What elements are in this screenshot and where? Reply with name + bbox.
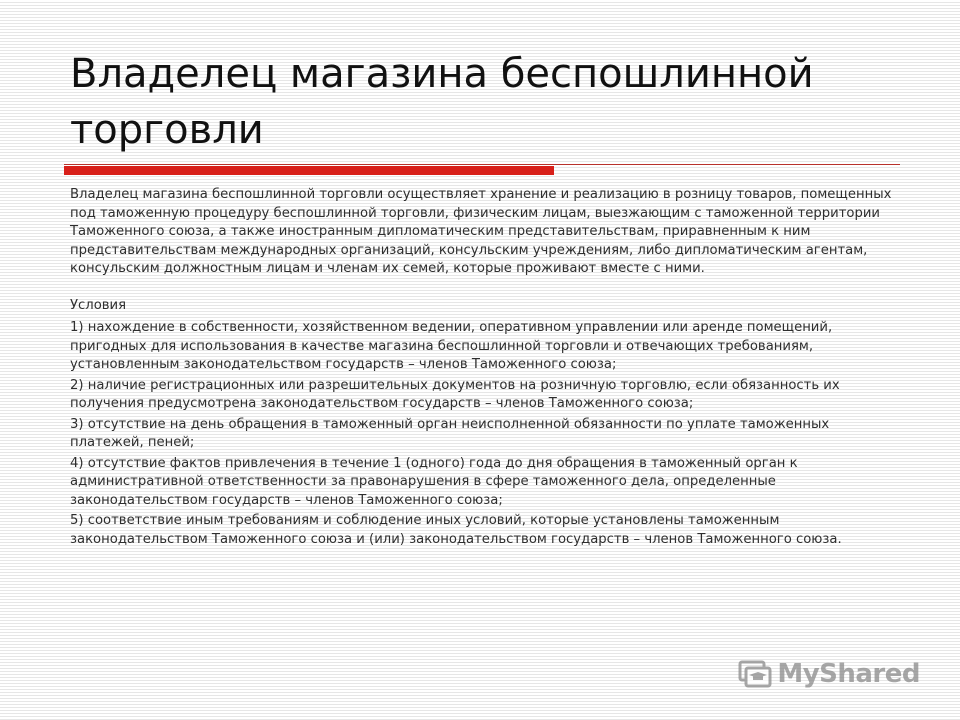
condition-item: 5) соответствие иным требованиям и соблюдение иных условий, которые установлены таможенным законодательством Таможенного союза и (или) законодательством государств – членов Таможенного союза. [70, 513, 842, 547]
conditions-heading: Условия [70, 297, 127, 313]
condition-item: 2) наличие регистрационных или разрешительных документов на розничную торговлю, если обязанность их получения предусмотрена законодательством государств – членов Таможенного союза; [70, 377, 840, 411]
condition-item: 4) отсутствие фактов привлечения в течение 1 (одного) года до дня обращения в таможенный орган к административной ответственности за правонарушения в сфере таможенного дела, определенные законодательством государств – членов Таможенного союза; [70, 455, 798, 508]
mortarboard-icon [737, 656, 773, 692]
condition-item: 3) отсутствие на день обращения в таможенный орган неисполненной обязанности по уплате таможенных платежей, пеней; [70, 416, 830, 450]
slide-title: Владелец магазина беспошлинной торговли [70, 51, 814, 153]
condition-item: 1) нахождение в собственности, хозяйственном ведении, оперативном управлении или аренде помещений, пригодных для использования в качестве магазина беспошлинной торговли и отвечающих требованиям, установленным законодательством государств – членов Таможенного союза; [70, 320, 833, 372]
title-divider-line [64, 164, 900, 165]
watermark-text: MyShared [777, 659, 920, 689]
watermark-logo [737, 656, 920, 692]
title-accent-bar [64, 166, 554, 175]
intro-paragraph: Владелец магазина беспошлинной торговли осуществляет хранение и реализацию в розницу товаров, помещенных под таможенную процедуру беспошлинной торговли, физическим лицам, выезжающим с таможенной территории Таможенного союза, а также иностранным дипломатическим представительствам, приравненным к ним представительствам международных организаций, консульским учреждениям, либо дипломатическим агентам, консульским должностным лицам и членам их семей, которые проживают вместе с ними. [70, 187, 892, 276]
slide-body [70, 186, 905, 549]
